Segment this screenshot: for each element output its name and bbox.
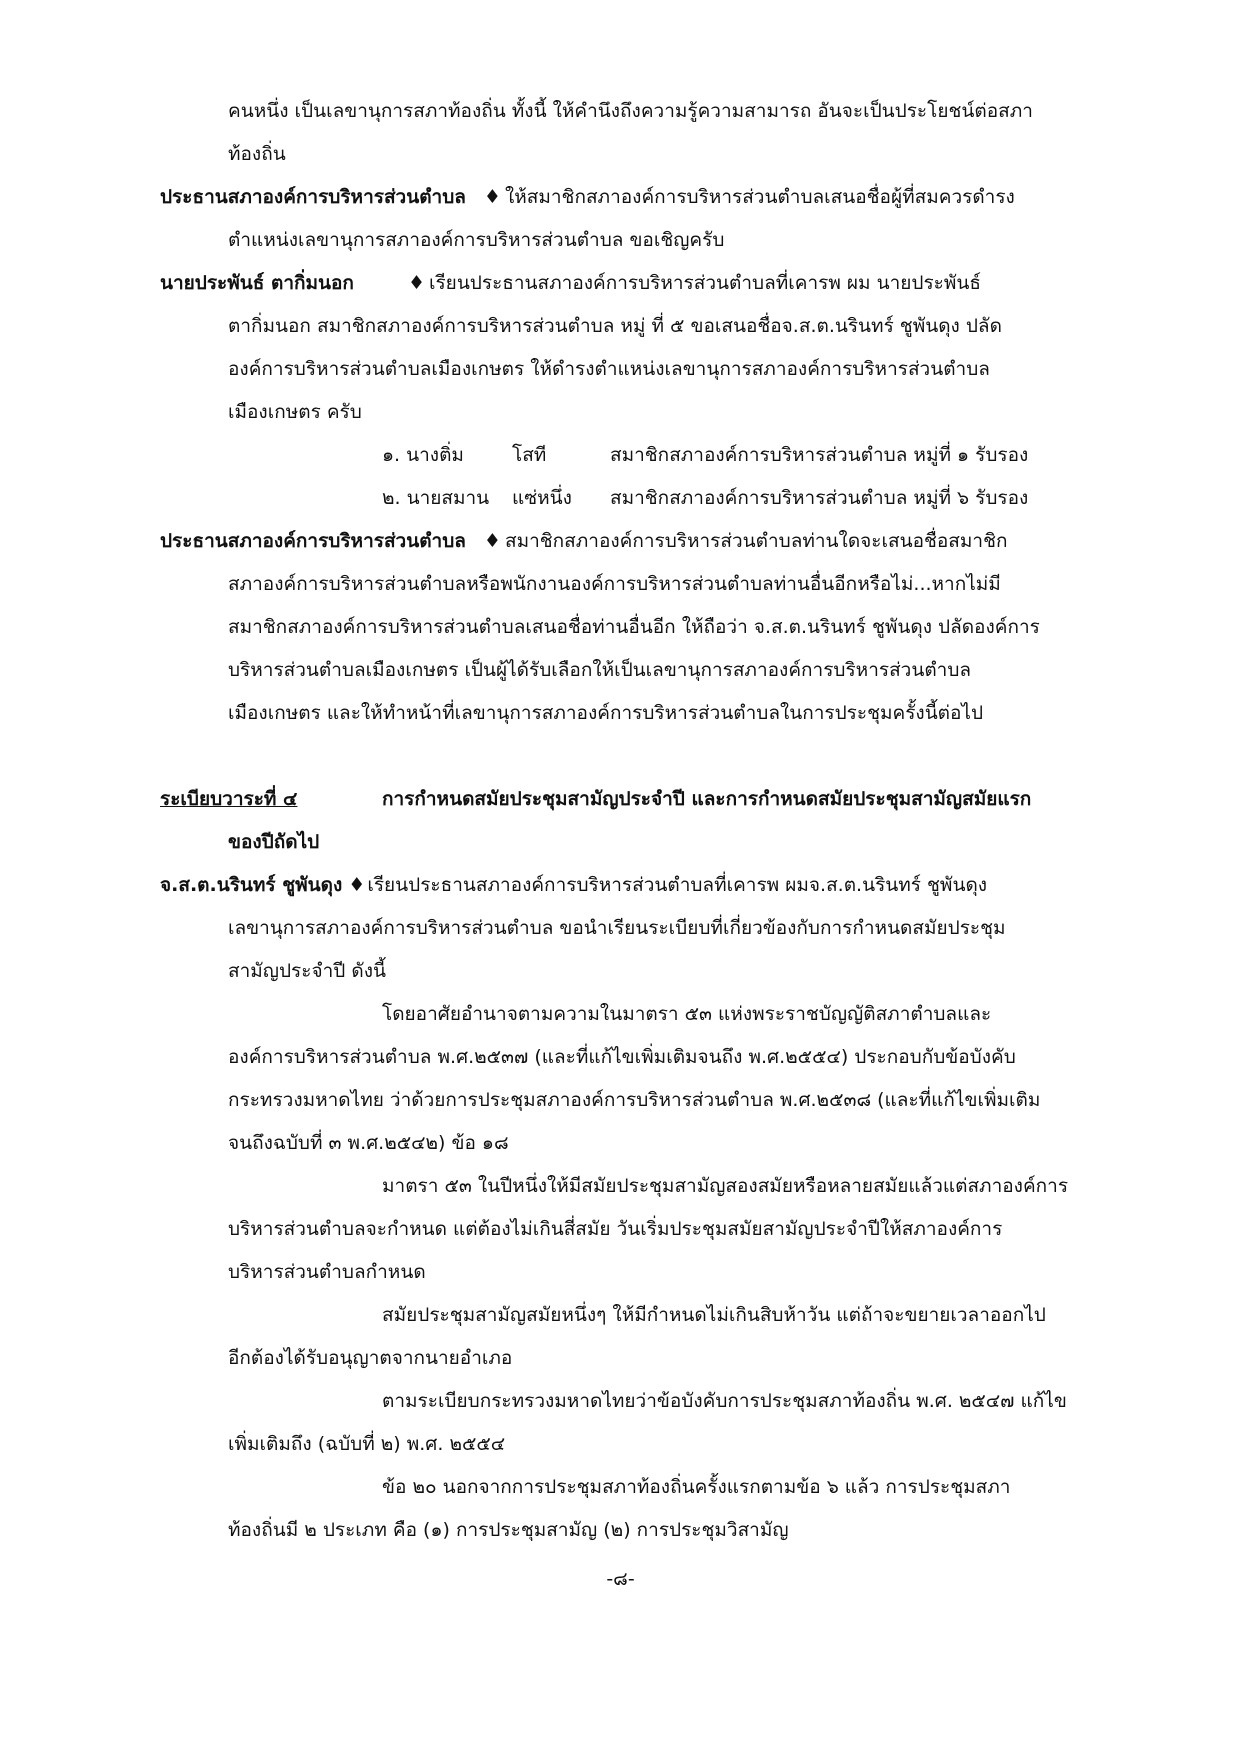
seconder-role: สมาชิกสภาองค์การบริหารส่วนตำบล หมู่ที่ ๑ รับรอง [610,444,1029,466]
seconder-surname: แซ่หนึ่ง [512,487,572,509]
speech-3-first-line [160,526,1007,556]
speech-text: เรียนประธานสภาองค์การบริหารส่วนตำบลที่เคารพ ผมจ.ส.ต.นรินทร์ ชูพันดุง [367,874,988,896]
para-3-line-2: อีกต้องได้รับอนุญาตจากนายอำเภอ [228,1347,513,1369]
speech-2-line-4: เมืองเกษตร ครับ [228,401,362,423]
speech-text: สมาชิกสภาองค์การบริหารส่วนตำบลท่านใดจะเสนอชื่อสมาชิก [504,530,1008,552]
speech-text: เรียนประธานสภาองค์การบริหารส่วนตำบลที่เคารพ ผม นายประพันธ์ [428,272,981,294]
agenda-title-line-1: การกำหนดสมัยประชุมสามัญประจำปี และการกำหนดสมัยประชุมสามัญสมัยแรก [382,788,1032,810]
para-5-line-2: ท้องถิ่นมี ๒ ประเภท คือ (๑) การประชุมสามัญ (๒) การประชุมวิสามัญ [228,1519,789,1541]
speaker-name: นายประพันธ์ ตากิ่มนอก [160,272,354,294]
para-2-line-3: บริหารส่วนตำบลกำหนด [228,1261,426,1283]
diamond-bullet-icon: ♦ [483,530,501,552]
speech-3-line-3: สมาชิกสภาองค์การบริหารส่วนตำบลเสนอชื่อท่านอื่นอีก ให้ถือว่า จ.ส.ต.นรินทร์ ชูพันดุง ปลัดองค์การ [228,616,1040,638]
seconder-role: สมาชิกสภาองค์การบริหารส่วนตำบล หมู่ที่ ๖ รับรอง [610,487,1029,509]
speech-2-line-3: องค์การบริหารส่วนตำบลเมืองเกษตร ให้ดำรงตำแหน่งเลขานุการสภาองค์การบริหารส่วนตำบล [228,358,990,380]
speaker-name: ประธานสภาองค์การบริหารส่วนตำบล [160,530,466,552]
para-2-line-2: บริหารส่วนตำบลจะกำหนด แต่ต้องไม่เกินสี่สมัย วันเริ่มประชุมสมัยสามัญประจำปีให้สภาองค์การ [228,1218,1003,1240]
speech-1-line-2: ตำแหน่งเลขานุการสภาองค์การบริหารส่วนตำบล ขอเชิญครับ [228,229,725,251]
speech-3-line-5: เมืองเกษตร และให้ทำหน้าที่เลขานุการสภาองค์การบริหารส่วนตำบลในการประชุมครั้งนี้ต่อไป [228,702,984,724]
speech-4-first-line [160,870,987,900]
para-4-line-1: ตามระเบียบกระทรวงมหาดไทยว่าข้อบังคับการประชุมสภาท้องถิ่น พ.ศ. ๒๕๔๗ แก้ไข [382,1390,1067,1412]
page-number: -๘- [606,1568,635,1590]
para-4-line-2: เพิ่มเติมถึง (ฉบับที่ ๒) พ.ศ. ๒๕๕๔ [228,1433,506,1455]
para-1-line-4: จนถึงฉบับที่ ๓ พ.ศ.๒๕๔๒) ข้อ ๑๘ [228,1132,509,1154]
diamond-bullet-icon: ♦ [407,272,425,294]
para-2-line-1: มาตรา ๕๓ ในปีหนึ่งให้มีสมัยประชุมสามัญสองสมัยหรือหลายสมัยแล้วแต่สภาองค์การ [382,1175,1069,1197]
intro-line-2: ท้องถิ่น [228,143,286,165]
para-3-line-1: สมัยประชุมสามัญสมัยหนึ่งๆ ให้มีกำหนดไม่เกินสิบห้าวัน แต่ถ้าจะขยายเวลาออกไป [382,1304,1046,1326]
speech-3-line-4: บริหารส่วนตำบลเมืองเกษตร เป็นผู้ได้รับเลือกให้เป็นเลขานุการสภาองค์การบริหารส่วนตำบล [228,659,972,681]
para-5-line-1: ข้อ ๒๐ นอกจากการประชุมสภาท้องถิ่นครั้งแรกตามข้อ ๖ แล้ว การประชุมสภา [382,1476,1011,1498]
speech-3-line-2: สภาองค์การบริหารส่วนตำบลหรือพนักงานองค์การบริหารส่วนตำบลท่านอื่นอีกหรือไม่...หากไม่มี [228,573,1001,595]
speech-2-line-2: ตากิ่มนอก สมาชิกสภาองค์การบริหารส่วนตำบล หมู่ ที่ ๕ ขอเสนอชื่อจ.ส.ต.นรินทร์ ชูพันดุง ปลัด [228,315,1002,337]
para-1-line-1: โดยอาศัยอำนาจตามความในมาตรา ๕๓ แห่งพระราชบัญญัติสภาตำบลและ [382,1003,992,1025]
seconder-name: ๒. นายสมาน [382,487,490,509]
para-1-line-3: กระทรวงมหาดไทย ว่าด้วยการประชุมสภาองค์การบริหารส่วนตำบล พ.ศ.๒๕๓๘ (และที่แก้ไขเพิ่มเติม [228,1089,1041,1111]
seconder-name: ๑. นางติ่ม [382,444,464,466]
speech-text: ให้สมาชิกสภาองค์การบริหารส่วนตำบลเสนอชื่อผู้ที่สมควรดำรง [504,186,1015,208]
intro-line-1: คนหนึ่ง เป็นเลขานุการสภาท้องถิ่น ทั้งนี้ ให้คำนึงถึงความรู้ความสามารถ อันจะเป็นประโยชน์ต่อสภา [228,100,1033,122]
diamond-bullet-icon: ♦ [483,186,501,208]
agenda-title-line-2: ของปีถัดไป [228,831,320,853]
agenda-label: ระเบียบวาระที่ ๔ [160,788,298,810]
agenda-heading [160,784,297,814]
speech-1-first-line [160,182,1015,212]
speech-4-line-3: สามัญประจำปี ดังนี้ [228,960,386,982]
seconder-surname: โสที [512,444,547,466]
speaker-name: จ.ส.ต.นรินทร์ ชูพันดุง [160,874,343,896]
speech-4-line-2: เลขานุการสภาองค์การบริหารส่วนตำบล ขอนำเรียนระเบียบที่เกี่ยวข้องกับการกำหนดสมัยประชุม [228,917,1006,939]
para-1-line-2: องค์การบริหารส่วนตำบล พ.ศ.๒๕๓๗ (และที่แก้ไขเพิ่มเติมจนถึง พ.ศ.๒๕๕๔) ประกอบกับข้อบังคับ [228,1046,1016,1068]
diamond-bullet-icon: ♦ [348,874,366,896]
speech-2-first-line [160,268,981,298]
speaker-name: ประธานสภาองค์การบริหารส่วนตำบล [160,186,466,208]
